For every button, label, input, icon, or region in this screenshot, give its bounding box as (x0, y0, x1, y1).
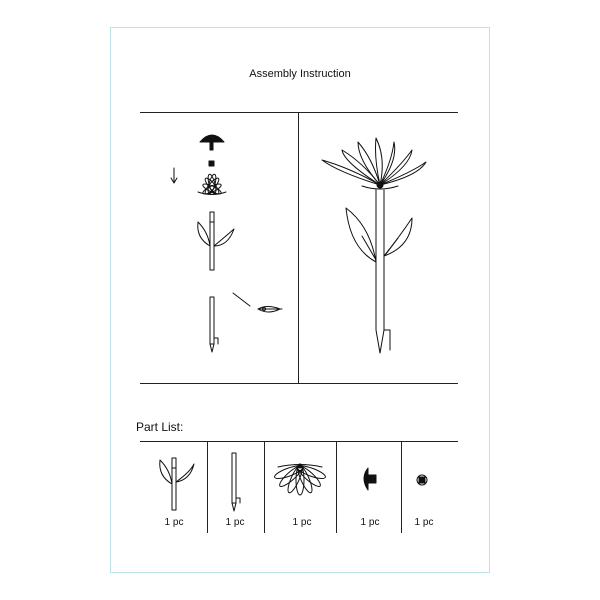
part-4-dome-cap-icon (364, 468, 376, 490)
exploded-stake-icon (210, 297, 218, 352)
exploded-leaf-stem-icon (198, 212, 234, 270)
exploded-dome-cap-icon (200, 135, 224, 150)
exploded-small-part-icon (258, 307, 282, 313)
part-4-quantity: 1 pc (360, 517, 380, 528)
down-arrow-icon (171, 168, 177, 183)
part-5-quantity: 1 pc (414, 517, 434, 528)
part-3-quantity: 1 pc (292, 517, 312, 528)
part-2-stake-icon (232, 453, 240, 511)
part-2-quantity: 1 pc (225, 517, 245, 528)
exploded-connector-icon (209, 161, 214, 166)
part-1-quantity: 1 pc (164, 517, 184, 528)
pointer-line-icon (233, 293, 250, 306)
part-list-heading: Part List: (136, 420, 184, 434)
assembled-flower-icon (322, 138, 426, 353)
page-title: Assembly Instruction (249, 68, 351, 80)
part-3-petal-flower-head-icon (273, 463, 326, 495)
part-1-leaf-stem-icon (160, 458, 194, 510)
part-5-connector-icon (417, 475, 427, 485)
exploded-petal-flower-head-icon (198, 174, 226, 196)
